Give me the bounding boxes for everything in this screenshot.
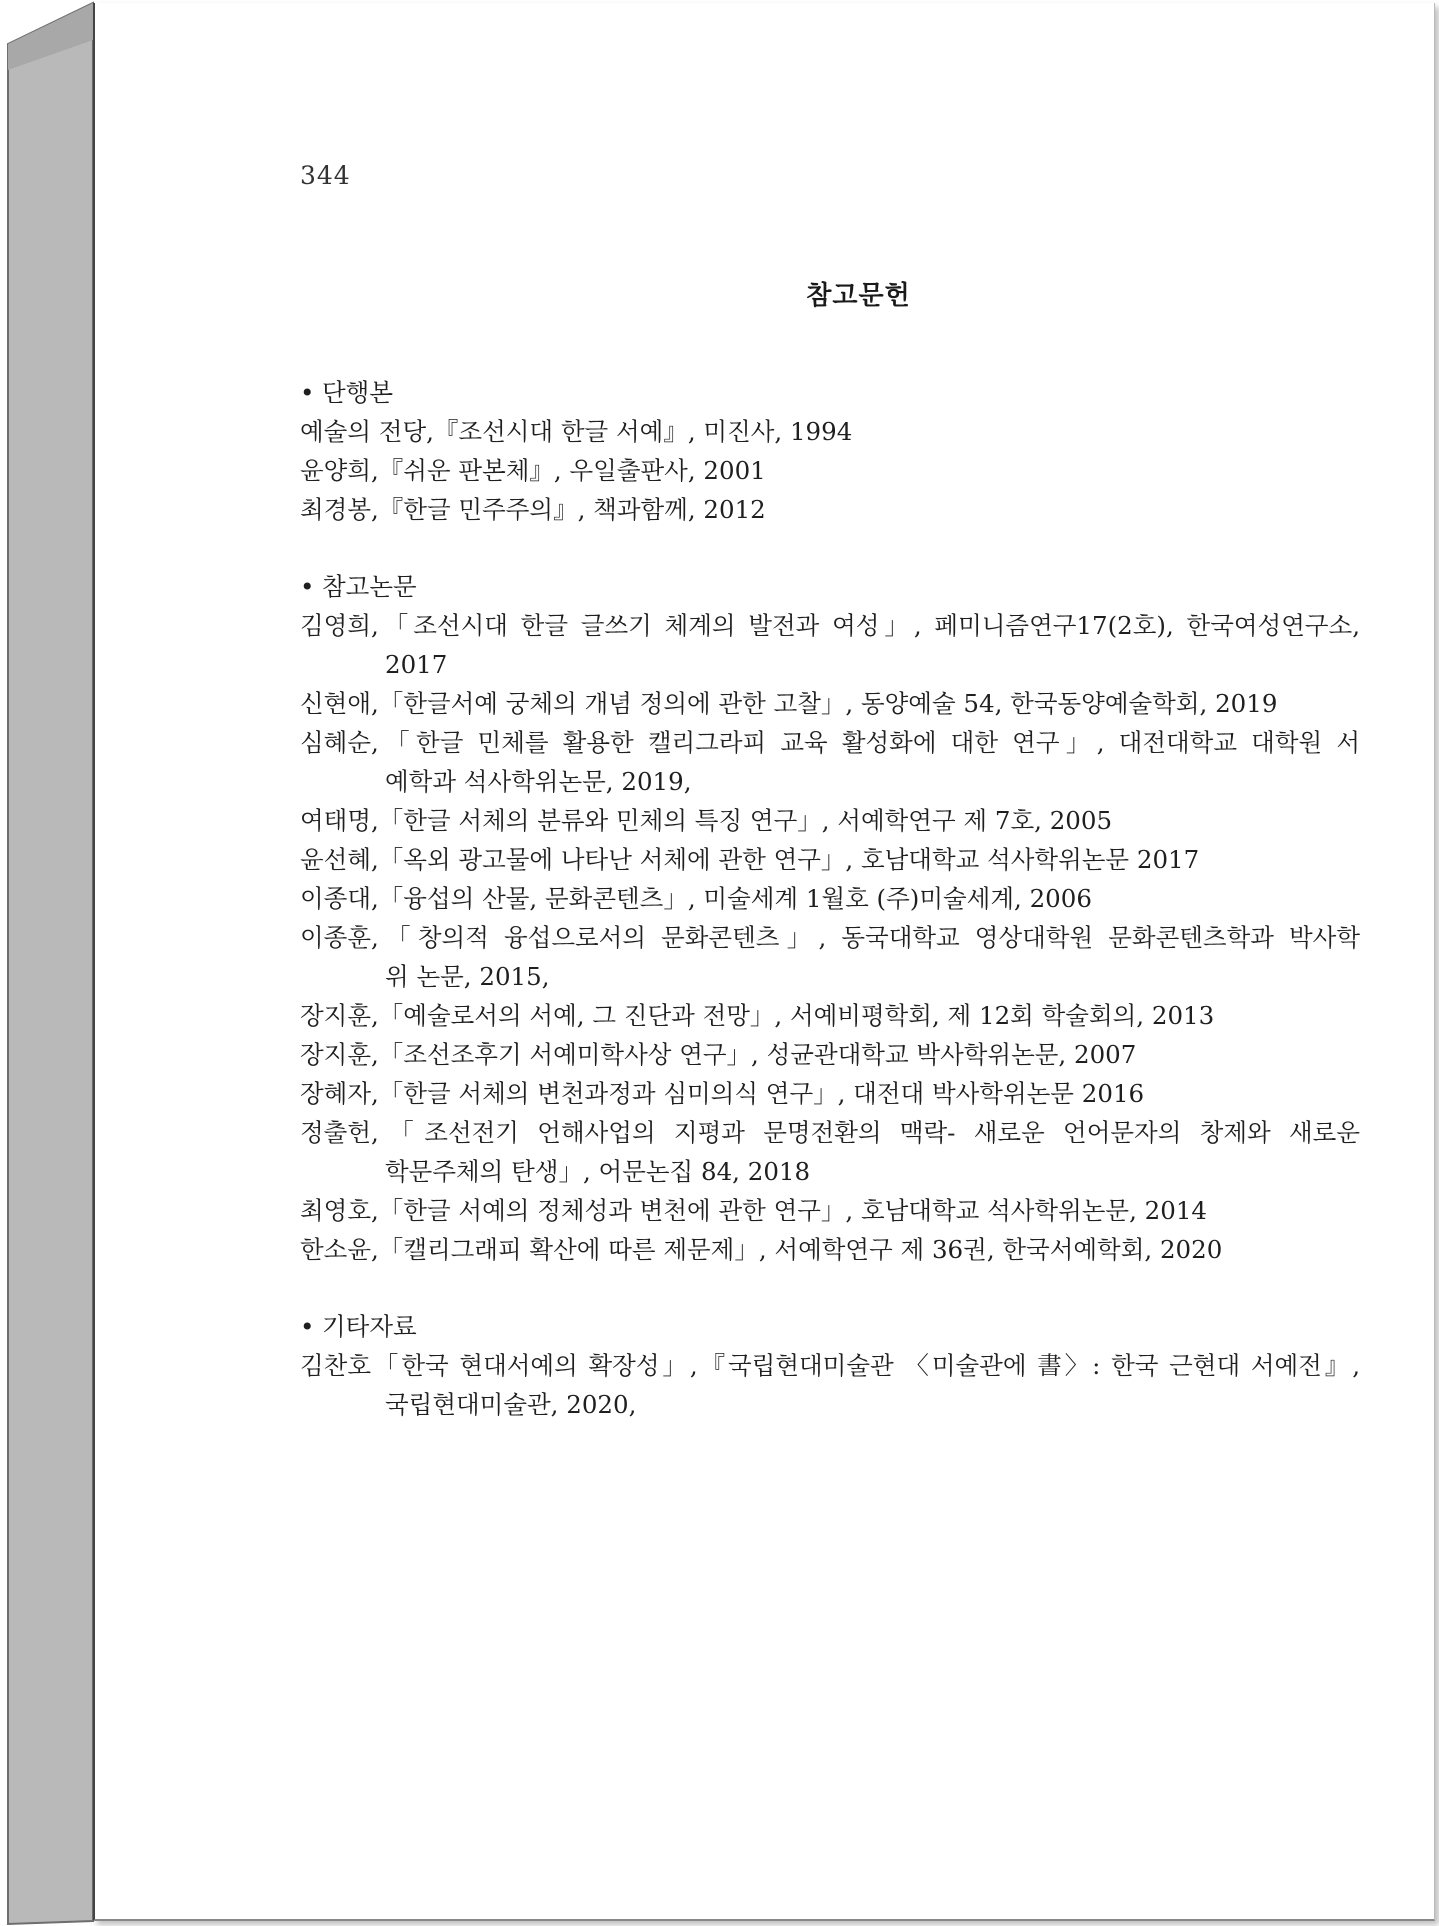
section-heading [300,373,1360,412]
reference-entry [300,412,1360,451]
reference-continuation-line: 위 논문, 2015, [385,962,550,991]
reference-entry [300,1113,1360,1191]
section-heading [300,567,1360,606]
reference-entry [300,1230,1360,1269]
reference-line: 김영희,「조선시대 한글 글쓰기 체계의 발전과 여성」, 페미니즘연구17(2호), 한국여성연구소, [300,611,1360,640]
reference-entry [300,606,1360,684]
reference-entry [300,490,1360,529]
bibliography-section [300,1307,1360,1424]
reference-continuation-line: 2017 [385,650,448,679]
reference-entry [300,1191,1360,1230]
reference-entry [300,723,1360,801]
section-heading-text: 참고논문 [322,572,417,601]
reference-continuation-line: 학문주체의 탄생」, 어문논집 84, 2018 [385,1157,811,1186]
bullet-icon: • [300,1312,315,1341]
reference-line: 여태명,「한글 서체의 분류와 민체의 특징 연구」, 서예학연구 제 7호, 2005 [300,806,1113,835]
reference-line: 신현애,「한글서예 궁체의 개념 정의에 관한 고찰」, 동양예술 54, 한국동양예술학회, 2019 [300,689,1278,718]
reference-line: 이종훈,「창의적 융섭으로서의 문화콘텐츠」, 동국대학교 영상대학원 문화콘텐츠학과 박사학 [300,923,1360,952]
reference-line: 심혜순,「한글 민체를 활용한 캘리그라피 교육 활성화에 대한 연구」, 대전대학교 대학원 서 [300,728,1360,757]
reference-entry [300,1074,1360,1113]
reference-entry [300,1035,1360,1074]
reference-entry [300,1346,1360,1424]
reference-continuation-line: 국립현대미술관, 2020, [385,1390,637,1419]
reference-line: 장지훈,「예술로서의 서예, 그 진단과 전망」, 서예비평학회, 제 12회 학술회의, 2013 [300,1001,1215,1030]
section-heading-text: 단행본 [322,378,394,407]
reference-line: 윤양희,『쉬운 판본체』, 우일출판사, 2001 [300,456,766,485]
bibliography-content [300,373,1360,1462]
reference-line: 정출헌,「조선전기 언해사업의 지평과 문명전환의 맥락- 새로운 언어문자의 창제와 새로운 [300,1118,1360,1147]
page-number: 344 [300,161,351,190]
reference-entry [300,801,1360,840]
reference-line: 장지훈,「조선조후기 서예미학사상 연구」, 성균관대학교 박사학위논문, 2007 [300,1040,1137,1069]
reference-line: 최영호,「한글 서예의 정체성과 변천에 관한 연구」, 호남대학교 석사학위논문, 2014 [300,1196,1208,1225]
document-page [93,3,1435,1921]
reference-entry [300,918,1360,996]
reference-entry [300,840,1360,879]
reference-line: 최경봉,『한글 민주주의』, 책과함께, 2012 [300,495,766,524]
bibliography-section [300,373,1360,529]
reference-entry [300,879,1360,918]
reference-line: 김찬호「한국 현대서예의 확장성」,『국립현대미술관 〈미술관에 書〉: 한국 근현대 서예전』, [300,1351,1360,1380]
reference-entry [300,996,1360,1035]
bullet-icon: • [300,378,315,407]
page-title: 참고문헌 [806,281,911,311]
reference-entry [300,451,1360,490]
bullet-icon: • [300,572,315,601]
reference-continuation-line: 예학과 석사학위논문, 2019, [385,767,692,796]
bibliography-section [300,567,1360,1269]
reference-line: 예술의 전당,『조선시대 한글 서예』, 미진사, 1994 [300,417,853,446]
reference-line: 윤선혜,「옥외 광고물에 나타난 서체에 관한 연구」, 호남대학교 석사학위논문 2017 [300,845,1200,874]
section-heading-text: 기타자료 [322,1312,417,1341]
reference-line: 이종대,「융섭의 산물, 문화콘텐츠」, 미술세계 1월호 (주)미술세계, 2006 [300,884,1092,913]
section-heading [300,1307,1360,1346]
reference-line: 장혜자,「한글 서체의 변천과정과 심미의식 연구」, 대전대 박사학위논문 2016 [300,1079,1145,1108]
reference-line: 한소윤,「캘리그래피 확산에 따른 제문제」, 서예학연구 제 36권, 한국서예학회, 2020 [300,1235,1223,1264]
reference-entry [300,684,1360,723]
